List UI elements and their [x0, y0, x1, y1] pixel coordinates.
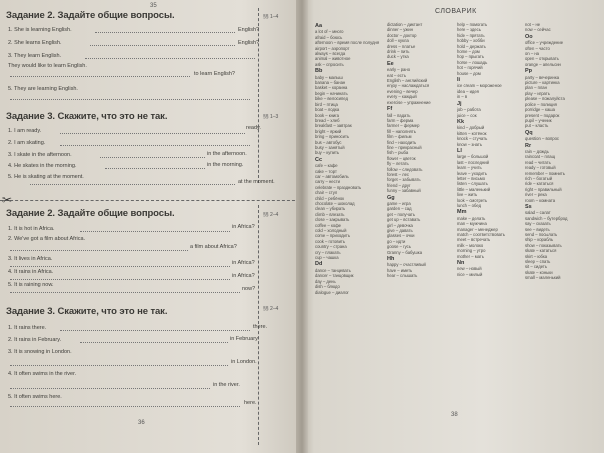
- answer-line[interactable]: [90, 45, 235, 46]
- dictionary-letter: Bb: [315, 68, 323, 75]
- dictionary-entry: dish – блюдо: [315, 284, 340, 290]
- dictionary-entry: boat – лодка: [315, 107, 340, 113]
- dictionary-entry: skate – кататься: [525, 248, 557, 254]
- answer-line[interactable]: [105, 168, 205, 169]
- dictionary-entry: kind – добрый: [457, 125, 485, 131]
- dictionary-entry: hide – прятать: [457, 32, 485, 38]
- item-ending: English?: [238, 27, 260, 33]
- section-ref: §§ 2–4: [263, 306, 279, 312]
- dictionary-entry: afternoon – время после полудня: [315, 40, 380, 46]
- item-number: 3.: [8, 256, 13, 262]
- dictionary-entry: put – класть: [525, 123, 549, 129]
- item-number: 4.: [8, 269, 13, 275]
- item-number: 3.: [8, 349, 13, 355]
- item-text: She learns English.: [14, 40, 62, 46]
- scissors-icon: ✂: [2, 193, 13, 207]
- dictionary-entry: dance – танцевать: [315, 267, 351, 273]
- dictionary-entry: every – каждый: [387, 94, 417, 100]
- dictionary-entry: go – идти: [387, 238, 406, 244]
- dictionary-entry: glasses – очки: [387, 233, 415, 239]
- dictionary-entry: rain – дождь: [525, 148, 549, 154]
- dictionary-entry: child – ребёнок: [315, 195, 345, 201]
- dictionary-letter: Ee: [387, 60, 394, 67]
- dictionary-entry: read – читать: [525, 159, 551, 165]
- dictionary-entry: eat – есть: [387, 72, 406, 78]
- item-ending: to learn English?: [194, 71, 235, 77]
- dictionary-entry: here – здесь: [457, 27, 481, 33]
- item-ending: in Africa?: [232, 273, 255, 279]
- dictionary-entry: flower – цветок: [387, 155, 416, 161]
- dictionary-entry: English – английский: [387, 78, 428, 84]
- answer-line[interactable]: [10, 388, 210, 389]
- dictionary-entry: make – делать: [457, 215, 486, 221]
- dictionary-letter: Oo: [525, 33, 533, 40]
- dictionary-entry: in – в: [457, 94, 468, 100]
- item-ending: here.: [244, 400, 257, 406]
- dictionary-entry: cafe – кафе: [315, 163, 338, 169]
- dictionary-entry: new – новый: [457, 266, 482, 272]
- dictionary-entry: lunch – обед: [457, 203, 482, 208]
- dictionary-entry: cook – готовить: [315, 238, 346, 244]
- item-text: It rains there.: [14, 325, 47, 331]
- dictionary-entry: man – мужчина: [457, 221, 487, 227]
- task-title: Задание 3. Скажите, что это не так.: [6, 111, 168, 122]
- dictionary-entry: farm – ферма: [387, 117, 414, 123]
- dictionary-entry: fish – рыба: [387, 150, 409, 156]
- dictionary-entry: film – фильм: [387, 134, 412, 140]
- dictionary-entry: cup – чашка: [315, 255, 339, 261]
- section-ref: §§ 1–4: [263, 14, 279, 20]
- dictionary-entry: fly – летать: [387, 161, 409, 167]
- dictionary-entry: day – день: [315, 278, 336, 284]
- dictionary-entry: learn – учить: [457, 165, 482, 171]
- item-ending: in London.: [231, 359, 257, 365]
- dictionary-column-4: [525, 22, 601, 281]
- dictionary-entry: baby – малыш: [315, 74, 343, 80]
- dictionary-entry: book – книга: [315, 112, 339, 118]
- dictionary-entry: bus – автобус: [315, 139, 342, 145]
- dictionary-entry: live – жить: [457, 192, 478, 198]
- dictionary-entry: girl – девочка: [387, 222, 413, 228]
- dictionary-entry: dictation – диктант: [387, 22, 423, 27]
- dictionary-letter: Rr: [525, 142, 532, 149]
- item-text: I am ready.: [14, 128, 42, 134]
- item-number: 4.: [8, 371, 13, 377]
- dictionary-entry: happy – счастливый: [387, 262, 426, 268]
- item-text: It often swims here.: [14, 394, 62, 400]
- dictionary-entry: doctor – доктор: [387, 32, 417, 38]
- dictionary-entry: mother – мать: [457, 253, 484, 259]
- dictionary-entry: raincoat – плащ: [525, 154, 556, 160]
- dictionary-entry: house – дом: [457, 70, 481, 76]
- dictionary-entry: begin – начинать: [315, 90, 348, 96]
- item-text: It rains in Africa.: [14, 269, 54, 275]
- dictionary-entry: open – открывать: [525, 56, 559, 62]
- item-text: We've got a film about Africa.: [14, 236, 86, 242]
- dictionary-entry: give – давать: [387, 228, 413, 234]
- item-number: 1.: [8, 226, 13, 232]
- dictionary-entry: Granny – бабушка: [387, 249, 423, 255]
- dictionary-entry: evening – вечер: [387, 88, 418, 94]
- item-text: She is learning English.: [14, 27, 72, 33]
- dictionary-entry: follow – следовать: [387, 166, 423, 172]
- item-text: He is skating at the moment.: [14, 174, 84, 180]
- dictionary-entry: bird – птица: [315, 101, 338, 107]
- answer-line[interactable]: [10, 292, 240, 293]
- dictionary-title: СЛОВАРИК: [435, 8, 477, 15]
- answer-line[interactable]: [10, 279, 230, 280]
- dictionary-letter: Ss: [525, 204, 532, 210]
- dictionary-letter: Dd: [315, 261, 323, 268]
- page-number-top: 35: [150, 3, 157, 9]
- dictionary-entry: always – всегда: [315, 51, 346, 57]
- item-ending: in the river.: [213, 382, 240, 388]
- page-number-bottom: 36: [138, 420, 145, 426]
- item-number: 5.: [8, 86, 13, 92]
- dictionary-entry: cold – холодный: [315, 228, 347, 234]
- dictionary-entry: sandwich – бутерброд: [525, 215, 568, 221]
- dictionary-entry: car – автомобиль: [315, 173, 349, 179]
- dictionary-entry: morning – утро: [457, 248, 486, 254]
- item-text: They learn English.: [14, 53, 62, 59]
- answer-line[interactable]: [100, 157, 205, 158]
- dictionary-entry: juice – сок: [457, 112, 477, 118]
- dictionary-page: [305, 0, 604, 453]
- dictionary-letter: Kk: [457, 118, 465, 125]
- dictionary-entry: police – полиция: [525, 101, 557, 107]
- dictionary-entry: enjoy – наслаждаться: [387, 83, 430, 89]
- dictionary-entry: have – иметь: [387, 267, 413, 273]
- dictionary-entry: nice – милый: [457, 271, 483, 277]
- item-text: It rains in February.: [14, 337, 62, 343]
- dictionary-entry: manager – менеджер: [457, 226, 498, 232]
- dictionary-entry: game – игра: [387, 201, 411, 206]
- dictionary-entry: show – показывать: [525, 242, 562, 248]
- dictionary-entry: hot – горячий: [457, 65, 483, 71]
- item-number: 1.: [8, 325, 13, 331]
- dictionary-entry: bright – яркий: [315, 128, 342, 134]
- dictionary-entry: help – помогать: [457, 22, 488, 27]
- answer-line[interactable]: [10, 76, 190, 77]
- item-number: 2.: [8, 140, 13, 146]
- dictionary-entry: remember – помнить: [525, 170, 565, 176]
- answer-line[interactable]: [10, 406, 240, 407]
- cut-line-horizontal: [0, 200, 300, 201]
- dictionary-entry: carry – нести: [315, 179, 340, 185]
- dictionary-entry: friend – друг: [387, 182, 411, 188]
- item-ending: English?: [238, 40, 260, 46]
- dictionary-letter: Hh: [387, 256, 395, 263]
- answer-line[interactable]: [95, 32, 235, 33]
- item-number: 1.: [8, 27, 13, 33]
- dictionary-entry: farmer – фермер: [387, 123, 420, 129]
- dictionary-letter: Nn: [457, 260, 465, 267]
- dictionary-entry: exercise – упражнение: [387, 99, 431, 105]
- dictionary-entry: come – приходить: [315, 233, 350, 239]
- answer-line[interactable]: [60, 330, 250, 331]
- item-number: 2.: [8, 337, 13, 343]
- dictionary-entry: skate – коньки: [525, 269, 553, 275]
- item-text: I skate in the afternoon.: [14, 152, 72, 158]
- dictionary-entry: dialogue – диалог: [315, 289, 349, 295]
- dictionary-entry: ask – спросить: [315, 61, 344, 67]
- dictionary-entry: room – комната: [525, 197, 556, 203]
- dictionary-entry: dinner – ужин: [387, 27, 413, 33]
- dictionary-entry: funny – забавный: [387, 188, 421, 194]
- dictionary-entry: ship – корабль: [525, 237, 554, 243]
- dictionary-entry: meet – встречать: [457, 237, 491, 243]
- dictionary-entry: afraid – боюсь: [315, 34, 343, 40]
- dictionary-entry: right – правильный: [525, 186, 562, 192]
- item-ending: a film about Africa?: [190, 244, 237, 250]
- dictionary-entry: sleep – спать: [525, 259, 551, 265]
- dictionary-letter: Pp: [525, 68, 533, 75]
- page-number-bottom: 38: [451, 412, 458, 418]
- dictionary-entry: listen – слушать: [457, 181, 488, 187]
- dictionary-entry: look – смотреть: [457, 197, 488, 203]
- dictionary-entry: get up – вставать: [387, 217, 421, 223]
- dictionary-entry: porridge – каша: [525, 107, 555, 113]
- dictionary-letter: Ff: [387, 106, 393, 113]
- dictionary-entry: knock – стучать: [457, 136, 488, 142]
- dictionary-entry: chair – стул: [315, 190, 338, 196]
- dictionary-entry: a lot of – много: [315, 29, 344, 35]
- dictionary-entry: say – сказать: [525, 221, 551, 227]
- item-number: 1.: [8, 128, 13, 134]
- dictionary-entry: party – вечеринка: [525, 74, 560, 80]
- dictionary-letter: Gg: [387, 194, 395, 201]
- dictionary-entry: forget – забывать: [387, 177, 421, 183]
- item-text: They are learning English.: [14, 86, 78, 92]
- dictionary-entry: early – рано: [387, 67, 411, 73]
- dictionary-entry: close – закрывать: [315, 217, 350, 223]
- answer-line[interactable]: [30, 184, 235, 185]
- dictionary-entry: get – получать: [387, 211, 416, 217]
- dictionary-entry: buy – купить: [315, 150, 340, 156]
- dictionary-entry: dress – платье: [387, 43, 416, 49]
- dictionary-entry: busy – занятый: [315, 144, 345, 150]
- item-ending: at the moment.: [238, 179, 275, 185]
- dictionary-entry: milk – молоко: [457, 242, 484, 248]
- dictionary-entry: letter – письмо: [457, 175, 486, 181]
- dictionary-entry: ride – кататься: [525, 181, 554, 187]
- dictionary-entry: bike – велосипед: [315, 96, 348, 102]
- item-number: 2.: [8, 40, 13, 46]
- item-text: It lives in Africa.: [14, 256, 53, 262]
- dictionary-entry: salad – салат: [525, 210, 551, 216]
- answer-line[interactable]: [85, 58, 255, 59]
- item-number: 2.: [8, 236, 13, 242]
- dictionary-entry: skirt – юбка: [525, 253, 548, 259]
- item-text: I am skating.: [14, 140, 46, 146]
- workbook-page: [0, 0, 300, 453]
- dictionary-entry: pupil – ученик: [525, 117, 552, 123]
- dictionary-entry: garden – сад: [387, 206, 412, 212]
- answer-line[interactable]: [80, 342, 228, 343]
- dictionary-entry: often – часто: [525, 45, 550, 51]
- dictionary-entry: hear – слышать: [387, 273, 418, 279]
- answer-line[interactable]: [10, 250, 188, 251]
- dictionary-entry: cry – плакать: [315, 249, 341, 255]
- dictionary-entry: on – на: [525, 51, 539, 57]
- dictionary-letter: Qq: [525, 129, 533, 136]
- dictionary-entry: bring – приносить: [315, 134, 350, 140]
- dictionary-entry: banana – банан: [315, 80, 346, 86]
- dictionary-entry: fall – падать: [387, 112, 411, 118]
- item-ending: in Africa?: [232, 260, 255, 266]
- item-number: 5.: [8, 282, 13, 288]
- dictionary-entry: question – вопрос: [525, 136, 560, 142]
- dictionary-entry: sit – сидеть: [525, 264, 548, 270]
- dictionary-entry: last – последний: [457, 159, 489, 165]
- dictionary-entry: animal – животное: [315, 56, 351, 62]
- dictionary-entry: bread – хлеб: [315, 117, 340, 123]
- dictionary-entry: forest – лес: [387, 171, 409, 177]
- dictionary-entry: river – река: [525, 192, 547, 198]
- dictionary-entry: basket – корзина: [315, 85, 348, 91]
- item-text: It is snowing in London.: [14, 349, 72, 355]
- dictionary-entry: dancer – танцовщик: [315, 273, 354, 279]
- answer-line[interactable]: [60, 133, 245, 134]
- dictionary-entry: match – соответствовать: [457, 232, 505, 238]
- dictionary-entry: celebrate – праздновать: [315, 184, 362, 190]
- dictionary-entry: rich – богатый: [525, 175, 553, 181]
- task-title: Задание 2. Задайте общие вопросы.: [6, 10, 175, 21]
- dictionary-letter: Aa: [315, 23, 323, 29]
- dictionary-entry: present – подарок: [525, 112, 560, 118]
- dictionary-entry: breakfast – завтрак: [315, 123, 352, 129]
- dictionary-entry: ice cream – мороженое: [457, 83, 502, 89]
- dictionary-entry: orange – апельсин: [525, 61, 561, 67]
- dictionary-entry: please – пожалуйста: [525, 96, 565, 102]
- answer-line[interactable]: [10, 365, 228, 366]
- task-title: Задание 3. Скажите, что это не так.: [6, 306, 168, 317]
- item-number: 4.: [8, 163, 13, 169]
- dictionary-letter: Ll: [457, 147, 462, 154]
- dictionary-entry: hobby – хобби: [457, 38, 485, 44]
- dictionary-entry: job – работа: [457, 107, 481, 113]
- dictionary-entry: idea – идея: [457, 88, 479, 94]
- dictionary-entry: fine – прекрасный: [387, 144, 422, 150]
- item-text: They would like to learn English.: [8, 63, 87, 69]
- dictionary-letter: Mm: [457, 209, 467, 216]
- answer-line[interactable]: [60, 145, 250, 146]
- dictionary-entry: large – большой: [457, 154, 489, 160]
- dictionary-entry: doll – кукла: [387, 38, 409, 44]
- dictionary-entry: fill – наполнять: [387, 128, 416, 134]
- section-ref: §§ 1–3: [263, 114, 279, 120]
- dictionary-entry: now – сейчас: [525, 27, 551, 33]
- dictionary-entry: hop – прыгать: [457, 54, 485, 60]
- dictionary-entry: country – страна: [315, 244, 347, 250]
- item-ending: ready.: [246, 125, 261, 131]
- item-ending: in the morning.: [207, 162, 244, 168]
- dictionary-entry: plan – план: [525, 85, 547, 91]
- dictionary-entry: cake – торт: [315, 168, 337, 174]
- dictionary-entry: see – видеть: [525, 226, 550, 232]
- dictionary-entry: home – дом: [457, 49, 480, 55]
- dictionary-letter: Ii: [457, 77, 461, 84]
- item-number: 3.: [8, 53, 13, 59]
- dictionary-entry: not – не: [525, 22, 541, 27]
- answer-line[interactable]: [10, 266, 230, 267]
- dictionary-entry: coffee – кофе: [315, 222, 341, 228]
- task-title: Задание 2. Задайте общие вопросы.: [6, 208, 175, 219]
- item-ending: now?: [242, 286, 256, 292]
- item-text: It often swims in the river.: [14, 371, 77, 377]
- dictionary-entry: small – маленький: [525, 275, 561, 281]
- item-ending: in Africa?: [232, 224, 255, 230]
- dictionary-entry: hold – держать: [457, 43, 486, 49]
- dictionary-entry: send – посылать: [525, 232, 558, 238]
- dictionary-entry: drink – пить: [387, 49, 410, 55]
- item-text: He skates in the morning.: [14, 163, 77, 169]
- dictionary-entry: play – играть: [525, 90, 550, 96]
- dictionary-letter: Jj: [457, 100, 462, 107]
- item-text: It is hot in Africa.: [14, 226, 55, 232]
- dictionary-entry: goose – гусь: [387, 244, 411, 250]
- dictionary-letter: Cc: [315, 156, 323, 163]
- dictionary-entry: find – находить: [387, 139, 417, 145]
- dictionary-entry: office – учреждение: [525, 40, 564, 46]
- dictionary-entry: picture – картинка: [525, 80, 560, 86]
- item-ending: in the afternoon.: [207, 151, 247, 157]
- item-ending: in February.: [230, 336, 259, 342]
- dictionary-entry: chocolate – шоколад: [315, 201, 355, 206]
- dictionary-entry: airport – аэропорт: [315, 45, 350, 51]
- item-number: 5.: [8, 394, 13, 400]
- dictionary-entry: climb – влезать: [315, 211, 345, 217]
- answer-line[interactable]: [80, 231, 230, 232]
- item-number: 3.: [8, 152, 13, 158]
- dictionary-entry: know – знать: [457, 141, 483, 147]
- dictionary-entry: clean – убирать: [315, 206, 346, 212]
- dictionary-entry: kitten – котёнок: [457, 130, 487, 136]
- dictionary-entry: duck – утка: [387, 54, 409, 60]
- dictionary-entry: horse – лошадь: [457, 59, 488, 65]
- dictionary-entry: leave – уходить: [457, 170, 487, 176]
- dictionary-entry: little – маленький: [457, 186, 491, 192]
- item-ending: there.: [253, 324, 268, 330]
- cut-line-vertical-top: [258, 8, 259, 183]
- answer-line[interactable]: [10, 99, 250, 100]
- dictionary-entry: ready – готовый: [525, 165, 556, 171]
- item-number: 5.: [8, 174, 13, 180]
- section-ref: §§ 2–4: [263, 212, 279, 218]
- item-text: It is raining now.: [14, 282, 54, 288]
